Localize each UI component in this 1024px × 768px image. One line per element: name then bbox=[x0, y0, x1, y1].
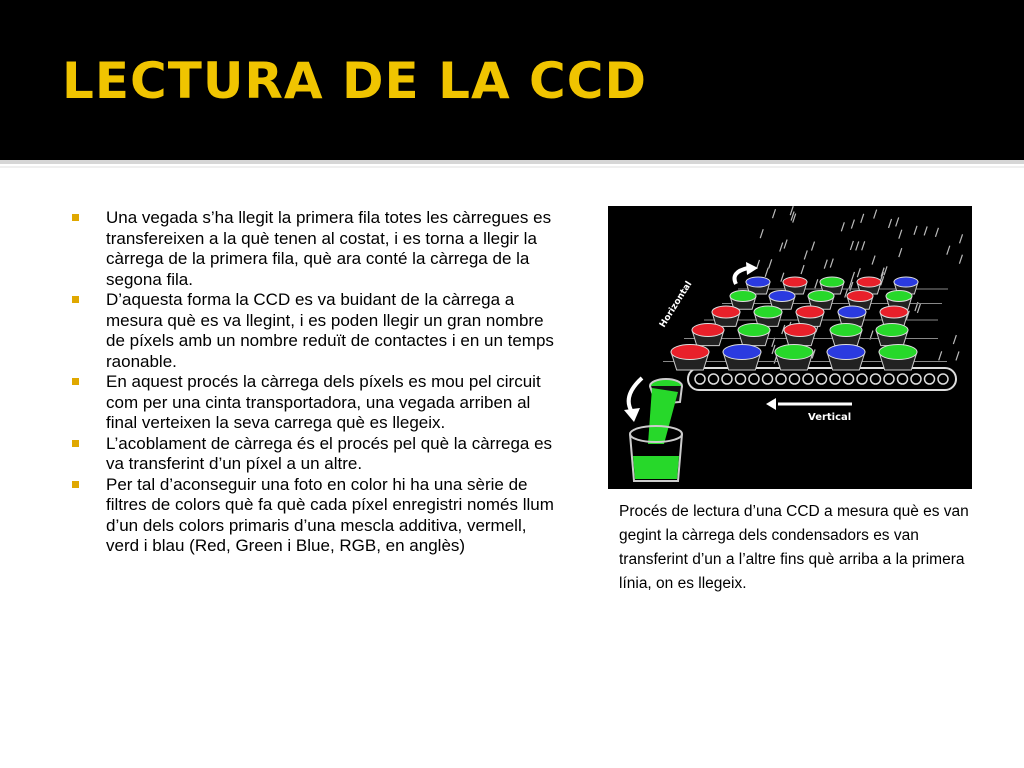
bucket-charge bbox=[827, 345, 865, 360]
rain-drop bbox=[760, 229, 763, 238]
rain-drop bbox=[889, 219, 892, 228]
horizontal-arrow-head-icon bbox=[746, 262, 758, 275]
belt-roller bbox=[695, 374, 705, 384]
bullet-item bbox=[70, 290, 560, 372]
rain-drop bbox=[841, 222, 844, 231]
pouring-bucket bbox=[648, 379, 682, 444]
title-divider bbox=[0, 160, 1024, 164]
rain-drop bbox=[850, 241, 853, 250]
bucket-charge bbox=[723, 345, 761, 360]
bucket-charge bbox=[783, 277, 807, 287]
title-divider-thin bbox=[0, 166, 1024, 168]
bullet-list bbox=[70, 208, 560, 557]
bullet-square-icon bbox=[72, 481, 79, 488]
bucket-charge bbox=[880, 306, 908, 318]
bucket-charge bbox=[730, 291, 756, 302]
bullet-item bbox=[70, 372, 560, 434]
belt-roller bbox=[911, 374, 921, 384]
rain-drop bbox=[884, 266, 887, 275]
bucket-charge bbox=[746, 277, 770, 287]
belt-roller bbox=[803, 374, 813, 384]
figure-caption: Procés de lectura d’una CCD a mesura què es van gegint la càrrega dels condensadors es van transferint d’un a l’altre fins què arriba a la primera línia, on es llegeix. bbox=[619, 503, 969, 592]
bullet-item bbox=[70, 475, 560, 557]
rain-drop bbox=[896, 217, 899, 226]
bucket-charge bbox=[879, 345, 917, 360]
rain-drop bbox=[804, 250, 807, 259]
belt-frame bbox=[688, 368, 956, 390]
belt-roller bbox=[817, 374, 827, 384]
rain-drop bbox=[812, 242, 815, 251]
bullet-square-icon bbox=[72, 378, 79, 385]
bucket-grid bbox=[663, 277, 948, 370]
bullet-text: Una vegada s’ha llegit la primera fila totes les càrregues es transfereixen a la què tenen al costat, i es torna a llegir la càrrega de la primera fila, què ara conté la càrrega de la segona fila. bbox=[106, 208, 552, 289]
bucket-charge bbox=[847, 291, 873, 302]
rain-drop bbox=[765, 268, 768, 277]
bullet-square-icon bbox=[72, 296, 79, 303]
rain-drop bbox=[856, 241, 859, 250]
belt-roller bbox=[938, 374, 948, 384]
rain-drop bbox=[917, 304, 920, 313]
conveyor-belt bbox=[688, 368, 956, 390]
rain-drop bbox=[851, 272, 854, 281]
rain-drop bbox=[801, 265, 804, 274]
pour-arrow-head-icon bbox=[624, 408, 640, 422]
bucket-charge bbox=[796, 306, 824, 318]
slide-title: LECTURA DE LA CCD bbox=[62, 52, 647, 110]
bullet-square-icon bbox=[72, 214, 79, 221]
rain-drop bbox=[956, 351, 959, 360]
bucket-charge bbox=[876, 324, 908, 337]
rain-drop bbox=[953, 335, 956, 344]
bullet-text: Per tal d’aconseguir una foto en color hi ha una sèrie de filtres de colors què fa què cada píxel enregistri només llum d’un dels colors primaris d’una mescla additiva, vermell, verd i blau (Red, Green i Blue, RGB, en anglès) bbox=[106, 474, 554, 555]
vertical-arrow-head-icon bbox=[766, 398, 776, 410]
bucket-charge bbox=[838, 306, 866, 318]
belt-roller bbox=[736, 374, 746, 384]
bullet-text: L’acoblament de càrrega és el procés pel què la càrrega es va transferint d’un píxel a un altre. bbox=[106, 433, 553, 473]
bucket-charge bbox=[769, 291, 795, 302]
belt-roller bbox=[925, 374, 935, 384]
rain-drop bbox=[862, 241, 865, 250]
bucket-charge bbox=[830, 324, 862, 337]
belt-roller bbox=[844, 374, 854, 384]
rain-drop bbox=[924, 226, 927, 235]
bucket-charge bbox=[784, 324, 816, 337]
bucket-charge bbox=[857, 277, 881, 287]
belt-roller bbox=[871, 374, 881, 384]
ccd-illustration bbox=[608, 206, 972, 489]
rain-drop bbox=[935, 228, 938, 237]
belt-roller bbox=[763, 374, 773, 384]
belt-roller bbox=[830, 374, 840, 384]
bullet-text: En aquest procés la càrrega dels píxels es mou pel circuit com per una cinta transportadora, una vegada arriben al final verteixen la seva carrega què es llegeix. bbox=[106, 372, 541, 432]
horizontal-label: Horizontal bbox=[658, 279, 695, 330]
rain-drop bbox=[815, 279, 818, 288]
belt-roller bbox=[722, 374, 732, 384]
belt-roller bbox=[709, 374, 719, 384]
rain-drop bbox=[830, 259, 833, 268]
rain-drop bbox=[780, 243, 783, 252]
belt-roller bbox=[884, 374, 894, 384]
rain-drop bbox=[824, 260, 827, 269]
bucket-charge bbox=[808, 291, 834, 302]
belt-roller bbox=[749, 374, 759, 384]
ccd-bucket-diagram bbox=[608, 206, 972, 489]
rain-drop bbox=[784, 240, 787, 249]
bucket-charge bbox=[820, 277, 844, 287]
bucket-charge bbox=[775, 345, 813, 360]
rain-drop bbox=[899, 248, 902, 257]
rain-drop bbox=[939, 351, 942, 360]
belt-roller bbox=[790, 374, 800, 384]
rain-drop bbox=[914, 226, 917, 235]
rain-drop bbox=[947, 246, 950, 255]
belt-roller bbox=[857, 374, 867, 384]
bucket-charge bbox=[738, 324, 770, 337]
belt-roller bbox=[898, 374, 908, 384]
belt-roller bbox=[776, 374, 786, 384]
rain-drop bbox=[773, 209, 776, 218]
vertical-label: Vertical bbox=[808, 412, 852, 423]
bullet-item bbox=[70, 208, 560, 290]
title-bar bbox=[0, 0, 1024, 160]
bullet-square-icon bbox=[72, 440, 79, 447]
bullet-item bbox=[70, 434, 560, 475]
rain-drop bbox=[959, 255, 962, 264]
rain-drop bbox=[769, 259, 772, 268]
rain-drop bbox=[861, 214, 864, 223]
rain-drop bbox=[960, 234, 963, 243]
bucket-charge bbox=[886, 291, 912, 302]
bucket-charge bbox=[692, 324, 724, 337]
pour-arrow-icon bbox=[629, 378, 642, 412]
bucket-charge bbox=[671, 345, 709, 360]
rain-drop bbox=[899, 230, 902, 239]
rain-drop bbox=[851, 220, 854, 229]
rain-drop bbox=[874, 210, 877, 219]
bucket-charge bbox=[712, 306, 740, 318]
rain-drop bbox=[857, 268, 860, 277]
bucket-charge bbox=[754, 306, 782, 318]
rain-drop bbox=[872, 256, 875, 265]
bullet-text: D’aquesta forma la CCD es va buidant de la càrrega a mesura què es va llegint, i es poden llegir un gran nombre de píxels amb un nombre reduït de contactes i en un temps raonable. bbox=[106, 290, 554, 371]
bucket-charge bbox=[894, 277, 918, 287]
